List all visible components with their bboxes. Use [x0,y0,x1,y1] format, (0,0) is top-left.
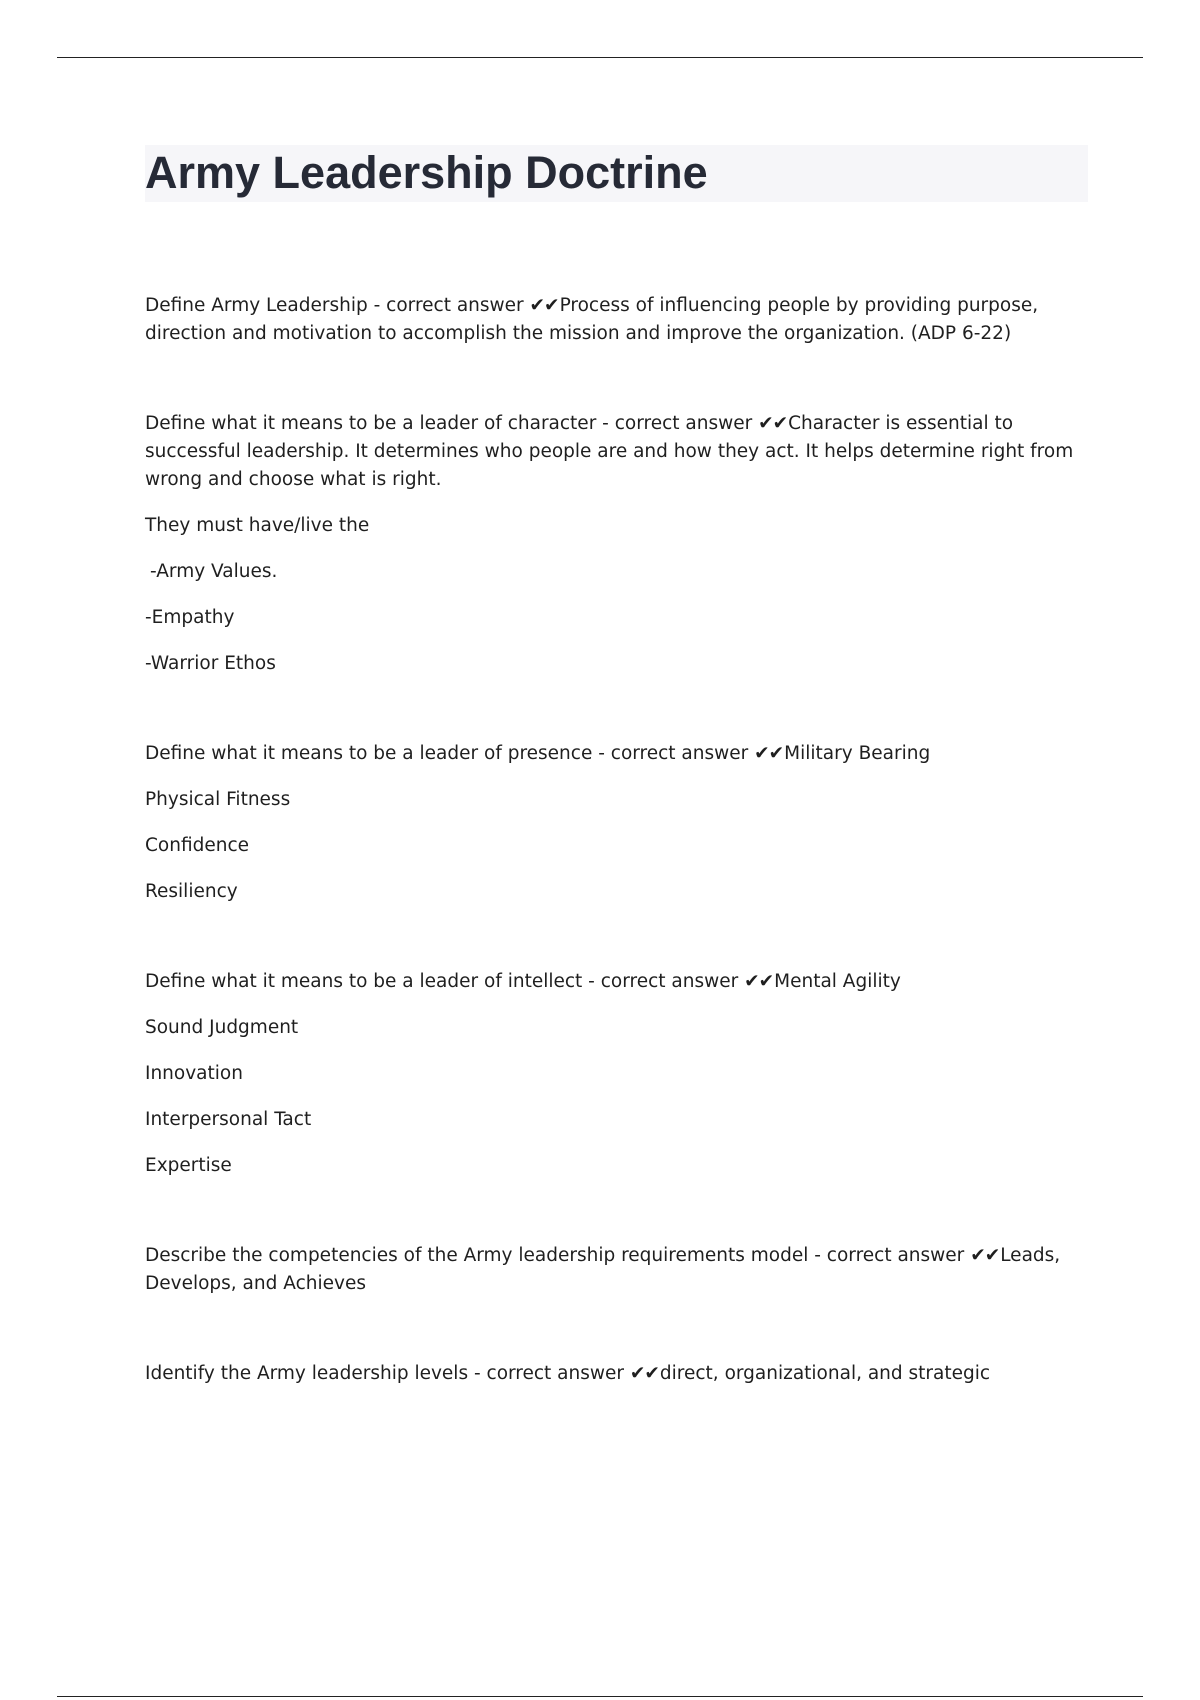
answer-line: -Warrior Ethos [145,653,276,674]
answer-line: Innovation [145,1063,243,1084]
question-text: Define Army Leadership - correct answer [145,295,524,316]
qa-item-leader-of-intellect [145,968,1085,1180]
qa-item-army-leadership [145,292,1085,348]
double-check-icon: ✔✔ [758,413,788,434]
answer-line: Expertise [145,1155,232,1176]
answer-line: -Army Values. [150,561,278,582]
qa-paragraph [145,1242,1085,1298]
double-check-icon: ✔✔ [744,971,774,992]
question-text: Define what it means to be a leader of presence - correct answer [145,743,749,764]
double-check-icon: ✔✔ [970,1245,1000,1266]
qa-paragraph [145,968,1085,996]
question-text: Define what it means to be a leader of intellect - correct answer [145,971,739,992]
answer-line: Physical Fitness [145,789,291,810]
answer-text: Military Bearing [784,743,931,764]
document-title: Army Leadership Doctrine [145,147,708,198]
bottom-divider [57,1696,1143,1697]
double-check-icon: ✔✔ [529,295,559,316]
qa-item-competencies [145,1242,1085,1298]
answer-line: Resiliency [145,881,238,902]
double-check-icon: ✔✔ [629,1363,659,1384]
qa-paragraph [145,1360,1085,1388]
qa-list [145,292,1085,1450]
answer-text: Character is essential to successful leadership. It determines who people are and how they act. It helps determine right from wrong and choose what is right. [145,413,1074,490]
answer-text: direct, organizational, and strategic [659,1363,991,1384]
answer-line: Confidence [145,835,250,856]
answer-line: Interpersonal Tact [145,1109,312,1130]
qa-paragraph [145,740,1085,768]
answer-line: They must have/live the [145,515,370,536]
question-text: Identify the Army leadership levels - correct answer [145,1363,625,1384]
qa-item-leader-of-character [145,410,1085,678]
question-text: Describe the competencies of the Army leadership requirements model - correct answer [145,1245,965,1266]
answer-text: Leads, Develops, and Achieves [145,1245,1061,1294]
answer-line: Sound Judgment [145,1017,299,1038]
qa-paragraph [145,410,1085,494]
double-check-icon: ✔✔ [754,743,784,764]
answer-text: Mental Agility [774,971,901,992]
answer-text: Process of influencing people by providing purpose, direction and motivation to accomplish the mission and improve the organization. (ADP 6-22) [145,295,1039,344]
question-text: Define what it means to be a leader of character - correct answer [145,413,753,434]
top-divider [57,57,1143,58]
qa-item-leadership-levels [145,1360,1085,1388]
qa-item-leader-of-presence [145,740,1085,906]
answer-line: -Empathy [145,607,235,628]
qa-paragraph [145,292,1085,348]
